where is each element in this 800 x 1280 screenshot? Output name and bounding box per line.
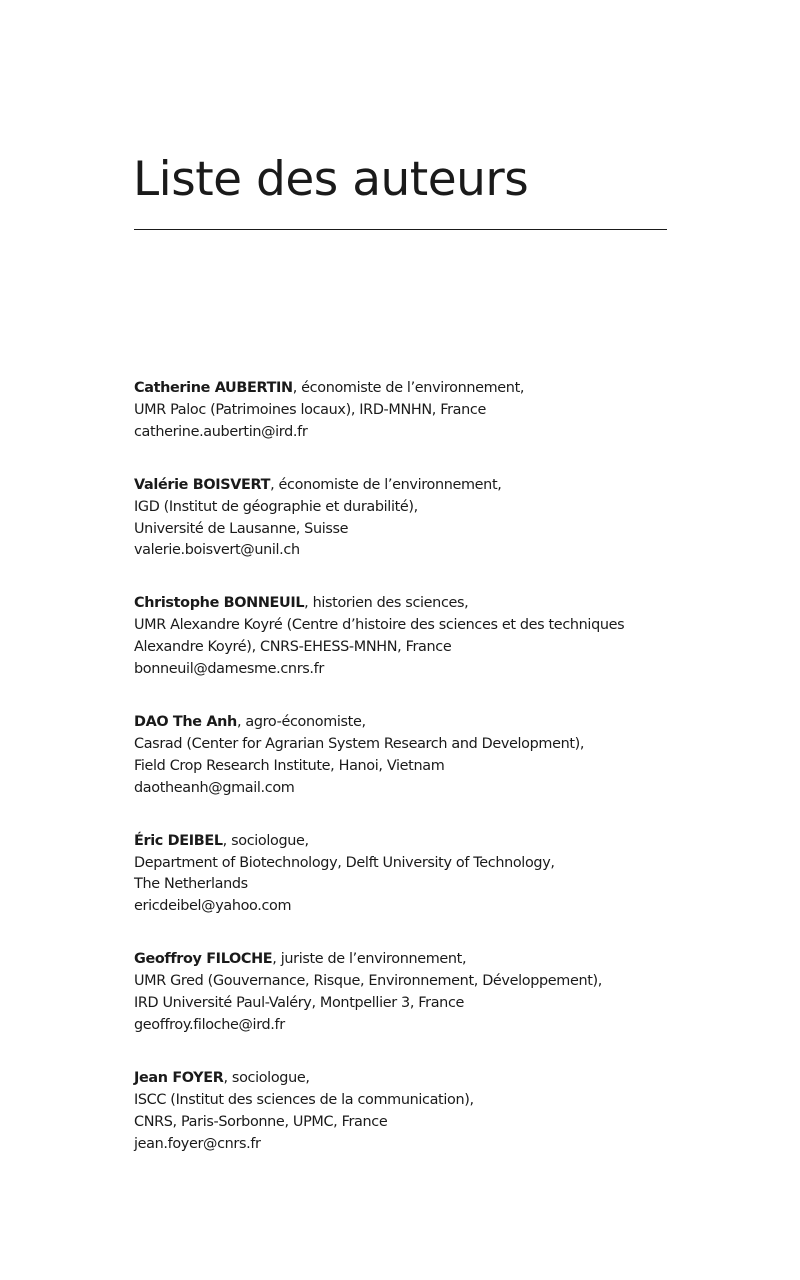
title-divider bbox=[134, 229, 667, 230]
author-affiliation: ISCC (Institut des sciences de la communication), bbox=[134, 1091, 474, 1108]
author-heading-line bbox=[134, 475, 734, 497]
author-entry bbox=[134, 1068, 734, 1156]
author-name: Valérie BOISVERT bbox=[134, 476, 271, 493]
author-role: , économiste de l’environnement, bbox=[270, 476, 502, 493]
author-email: ericdeibel@yahoo.com bbox=[134, 898, 292, 915]
author-affiliation: UMR Alexandre Koyré (Centre d’histoire des sciences et des techniques bbox=[134, 617, 625, 634]
author-affiliation: UMR Gred (Gouvernance, Risque, Environnement, Développement), bbox=[134, 973, 603, 990]
page-title: Liste des auteurs bbox=[133, 152, 529, 207]
author-email: valerie.boisvert@unil.ch bbox=[134, 542, 300, 559]
author-heading-line bbox=[134, 949, 734, 971]
author-entry bbox=[134, 378, 734, 444]
author-heading-line bbox=[134, 1068, 734, 1090]
author-affiliation: The Netherlands bbox=[134, 876, 248, 893]
author-role: , historien des sciences, bbox=[304, 595, 469, 612]
author-entry bbox=[134, 831, 734, 919]
author-email: daotheanh@gmail.com bbox=[134, 779, 295, 796]
author-list bbox=[134, 378, 734, 1155]
author-heading-line bbox=[134, 831, 734, 853]
author-entry bbox=[134, 712, 734, 800]
author-affiliation: CNRS, Paris-Sorbonne, UPMC, France bbox=[134, 1113, 388, 1130]
author-affiliation: Casrad (Center for Agrarian System Research and Development), bbox=[134, 735, 585, 752]
author-name: Jean FOYER bbox=[134, 1069, 224, 1086]
author-affiliation: UMR Paloc (Patrimoines locaux), IRD-MNHN, France bbox=[134, 401, 486, 418]
author-role: , agro-économiste, bbox=[236, 713, 366, 730]
author-role: , sociologue, bbox=[223, 1069, 310, 1086]
author-entry bbox=[134, 475, 734, 563]
author-entry bbox=[134, 593, 734, 681]
author-name: Éric DEIBEL bbox=[134, 832, 223, 849]
author-affiliation: Field Crop Research Institute, Hanoi, Vietnam bbox=[134, 757, 445, 774]
author-heading-line bbox=[134, 378, 734, 400]
author-email: jean.foyer@cnrs.fr bbox=[134, 1135, 261, 1152]
author-role: , sociologue, bbox=[222, 832, 309, 849]
author-affiliation: Université de Lausanne, Suisse bbox=[134, 520, 349, 537]
author-affiliation: IGD (Institut de géographie et durabilité), bbox=[134, 498, 418, 515]
author-name: Christophe BONNEUIL bbox=[134, 595, 305, 612]
author-email: geoffroy.filoche@ird.fr bbox=[134, 1016, 285, 1033]
author-affiliation: IRD Université Paul-Valéry, Montpellier 3, France bbox=[134, 995, 465, 1012]
author-name: Geoffroy FILOCHE bbox=[134, 951, 273, 968]
author-role: , économiste de l’environnement, bbox=[292, 380, 525, 396]
author-affiliation: Alexandre Koyré), CNRS-EHESS-MNHN, France bbox=[134, 639, 452, 656]
author-email: catherine.aubertin@ird.fr bbox=[134, 423, 308, 440]
author-entry bbox=[134, 949, 734, 1037]
author-heading-line bbox=[134, 593, 734, 615]
author-name: Catherine AUBERTIN bbox=[134, 380, 293, 396]
author-heading-line bbox=[134, 712, 734, 734]
author-name: DAO The Anh bbox=[134, 713, 237, 730]
author-email: bonneuil@damesme.cnrs.fr bbox=[134, 661, 324, 678]
author-affiliation: Department of Biotechnology, Delft University of Technology, bbox=[134, 854, 555, 871]
author-role: , juriste de l’environnement, bbox=[272, 951, 467, 968]
